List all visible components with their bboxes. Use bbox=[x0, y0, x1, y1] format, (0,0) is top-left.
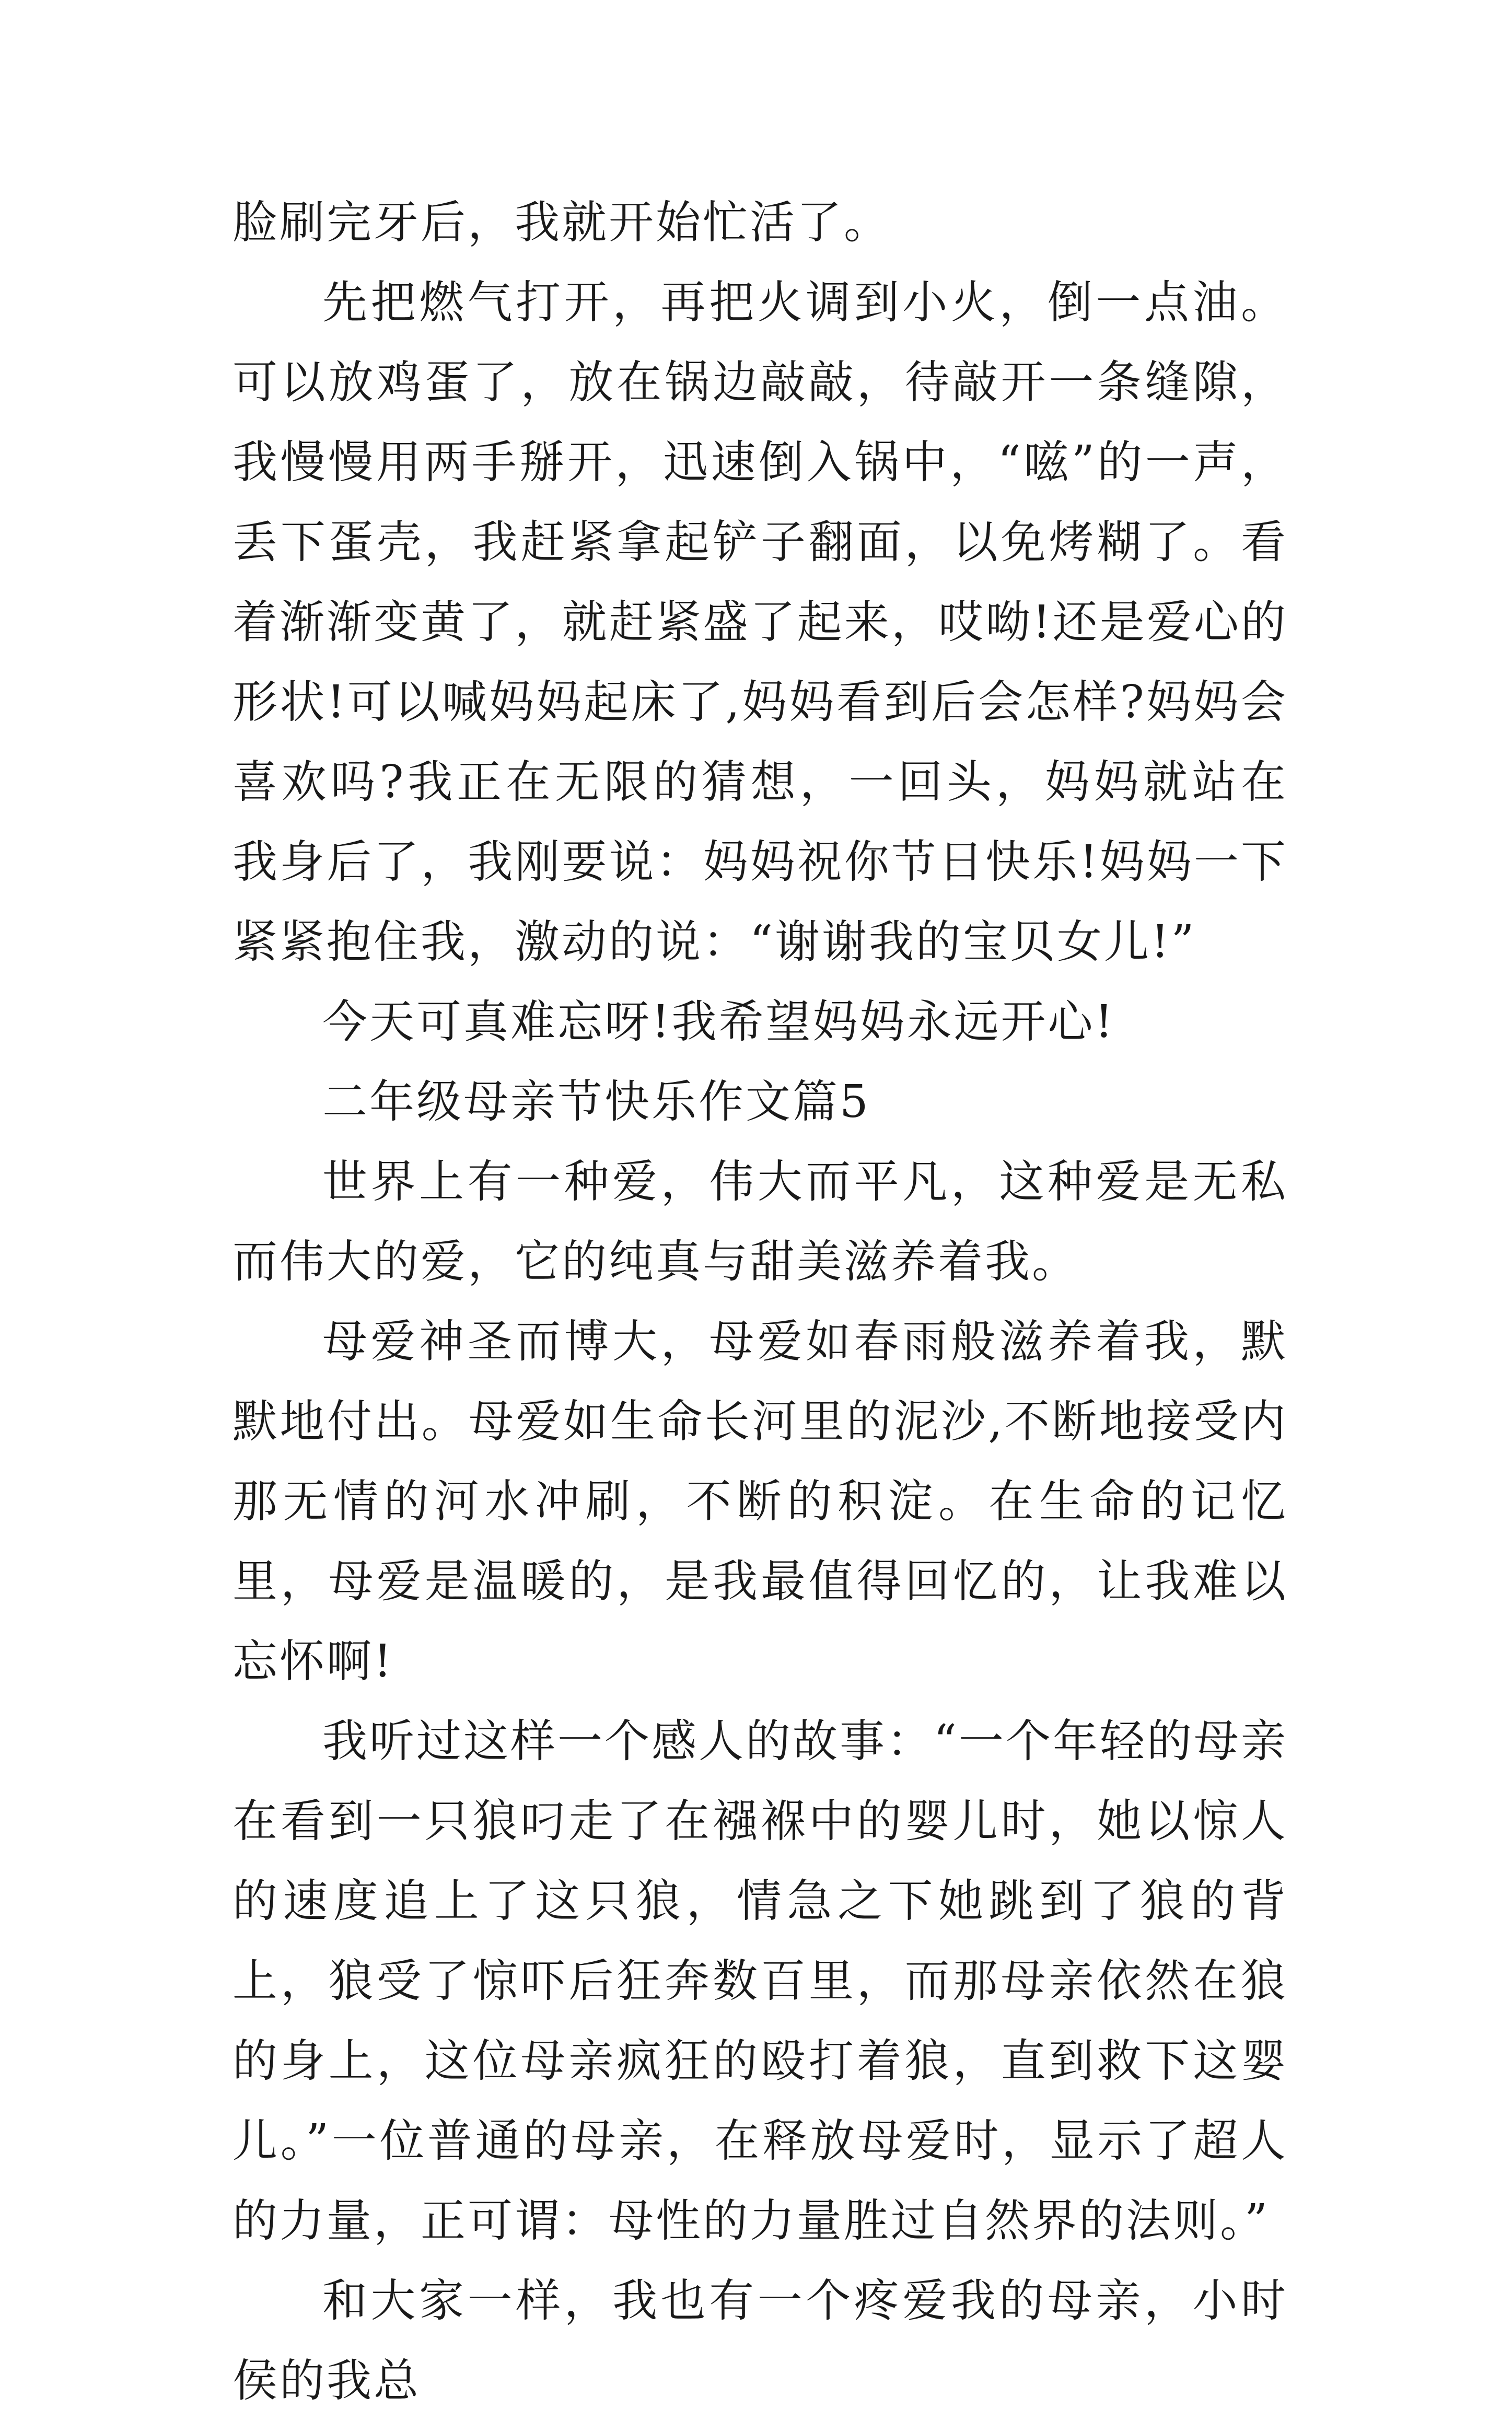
body-text bbox=[232, 183, 1288, 2421]
paragraph: 今天可真难忘呀!我希望妈妈永远开心! bbox=[322, 996, 1115, 1048]
paragraph: 和大家一样，我也有一个疼爱我的母亲，小时侯的我总 bbox=[232, 2275, 1288, 2407]
paragraph: 世界上有一种爱，伟大而平凡，这种爱是无私而伟大的爱，它的纯真与甜美滋养着我。 bbox=[232, 1156, 1288, 1288]
section-heading: 二年级母亲节快乐作文篇5 bbox=[322, 1076, 870, 1128]
paragraph: 母爱神圣而博大，母爱如春雨般滋养着我，默默地付出。母爱如生命长河里的泥沙,不断地接受内那无情的河水冲刷，不断的积淀。在生命的记忆里，母爱是温暖的，是我最值得回忆的，让我难以忘怀啊! bbox=[232, 1316, 1288, 1687]
paragraph: 我听过这样一个感人的故事：“一个年轻的母亲在看到一只狼叼走了在襁褓中的婴儿时，她以惊人的速度追上了这只狼，情急之下她跳到了狼的背上，狼受了惊吓后狂奔数百里，而那母亲依然在狼的身上，这位母亲疯狂的殴打着狼，直到救下这婴儿。”一位普通的母亲，在释放母爱时，显示了超人的力量，正可谓：母性的力量胜过自然界的法则。” bbox=[232, 1715, 1288, 2247]
paragraph: 先把燃气打开，再把火调到小火，倒一点油。可以放鸡蛋了，放在锅边敲敲，待敲开一条缝隙，我慢慢用两手掰开，迅速倒入锅中，“嗞”的一声，丢下蛋壳，我赶紧拿起铲子翻面，以免烤糊了。看着渐渐变黄了，就赶紧盛了起来，哎呦!还是爱心的形状!可以喊妈妈起床了,妈妈看到后会怎样?妈妈会喜欢吗?我正在无限的猜想，一回头，妈妈就站在我身后了，我刚要说：妈妈祝你节日快乐!妈妈一下紧紧抱住我，激动的说：“谢谢我的宝贝女儿!” bbox=[232, 276, 1288, 968]
paragraph: 脸刷完牙后，我就开始忙活了。 bbox=[232, 196, 891, 249]
